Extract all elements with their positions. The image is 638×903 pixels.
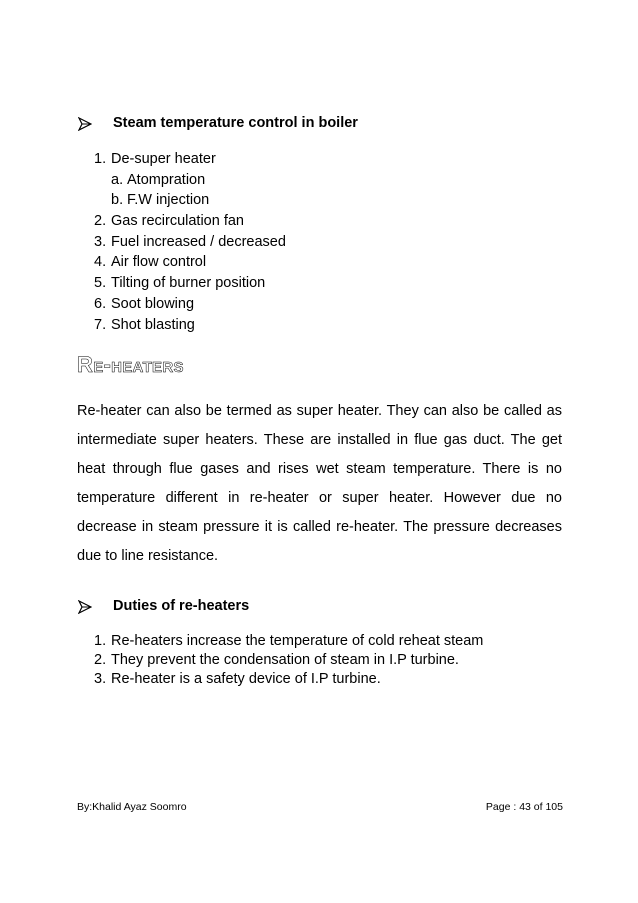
list-item: a. Atompration <box>111 171 206 188</box>
arrow-bullet-icon <box>78 600 92 614</box>
steam-temp-control-list <box>94 149 394 335</box>
list-item: 2. Gas recirculation fan <box>94 213 244 230</box>
reheaters-heading: Re-heaters <box>77 352 184 377</box>
duties-list <box>94 632 554 689</box>
footer-page-number: Page : 43 of 105 <box>485 801 563 813</box>
list-item: 1. Re-heaters increase the temperature of cold reheat steam <box>94 633 484 649</box>
list-item: 7. Shot blasting <box>94 316 195 333</box>
list-item: 3. Fuel increased / decreased <box>94 233 286 250</box>
list-item: 4. Air flow control <box>94 254 207 271</box>
list-item: b. F.W injection <box>111 192 210 209</box>
section-title-steam-temp-control: Steam temperature control in boiler <box>113 115 358 131</box>
list-item: 6. Soot blowing <box>94 295 195 312</box>
list-item: 3. Re-heater is a safety device of I.P turbine. <box>94 671 381 687</box>
list-item: 2. They prevent the condensation of steam in I.P turbine. <box>94 652 459 668</box>
footer-author: By:Khalid Ayaz Soomro <box>77 801 187 813</box>
arrow-bullet-icon <box>78 117 92 131</box>
list-item: 1. De-super heater <box>94 151 216 167</box>
reheaters-paragraph: Re-heater can also be termed as super heater. They can also be called as intermediate super heaters. These are installed in flue gas duct. The get heat through flue gases and rises wet steam temperature. There is no temperature different in re-heater or super heater. However due no decrease in steam pressure it is called re-heater. The pressure decreases due to line resistance. <box>77 403 562 564</box>
list-item: 5. Tilting of burner position <box>94 275 266 292</box>
section-title-duties-of-reheaters: Duties of re-heaters <box>113 598 250 614</box>
